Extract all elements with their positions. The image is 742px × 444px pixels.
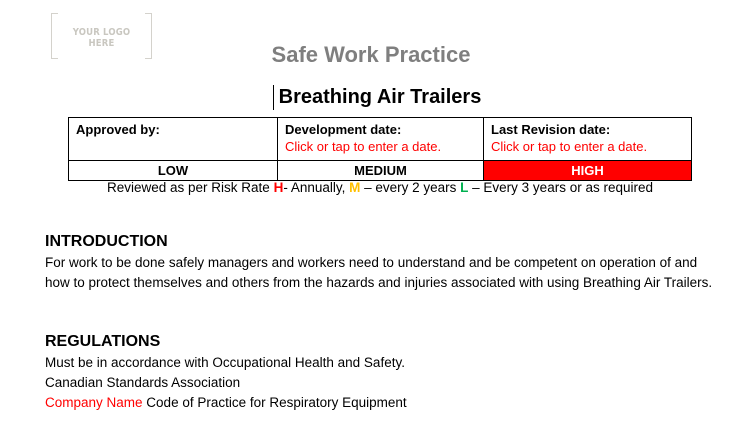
review-note: [0, 180, 742, 195]
regulations-section: [45, 331, 725, 413]
review-low-text: – Every 3 years or as required: [468, 180, 653, 195]
development-date-cell: [278, 118, 484, 161]
regulation-item: [45, 393, 725, 413]
last-revision-date-cell: [484, 118, 692, 161]
logo-text: YOUR LOGO HERE: [72, 27, 131, 49]
regulations-heading: REGULATIONS: [45, 333, 161, 350]
risk-low-letter: L: [460, 180, 469, 195]
approved-by-cell[interactable]: [69, 118, 278, 161]
approved-by-label: Approved by:: [76, 122, 160, 137]
risk-medium-letter: M: [349, 180, 361, 195]
review-high-text: - Annually,: [283, 180, 350, 195]
introduction-body: For work to be done safely managers and workers need to understand and be competent on operation of and how to protect themselves and others from the hazards and injuries associated with using Breathing Air Trailers.: [45, 255, 713, 290]
review-medium-text: – every 2 years: [360, 180, 461, 195]
last-revision-date-picker[interactable]: Click or tap to enter a date.: [491, 139, 648, 154]
company-name-placeholder[interactable]: Company Name: [45, 395, 143, 410]
development-date-label: Development date:: [285, 122, 402, 137]
info-table: [68, 117, 692, 181]
risk-medium-cell[interactable]: MEDIUM: [278, 161, 484, 181]
introduction-heading: INTRODUCTION: [45, 233, 168, 250]
risk-high-cell[interactable]: HIGH: [484, 161, 692, 181]
risk-low-cell[interactable]: LOW: [69, 161, 278, 181]
document-subtitle[interactable]: Breathing Air Trailers: [278, 86, 482, 108]
regulation-item-text: Code of Practice for Respiratory Equipment: [142, 395, 407, 410]
document-title: Safe Work Practice: [271, 42, 471, 67]
risk-high-letter: H: [273, 180, 284, 195]
development-date-picker[interactable]: Click or tap to enter a date.: [285, 139, 442, 154]
last-revision-date-label: Last Revision date:: [491, 122, 611, 137]
introduction-section: [45, 231, 725, 293]
review-note-prefix: Reviewed as per Risk Rate: [106, 180, 274, 195]
regulation-item: Canadian Standards Association: [45, 375, 241, 390]
regulation-item: Must be in accordance with Occupational Health and Safety.: [45, 355, 405, 370]
